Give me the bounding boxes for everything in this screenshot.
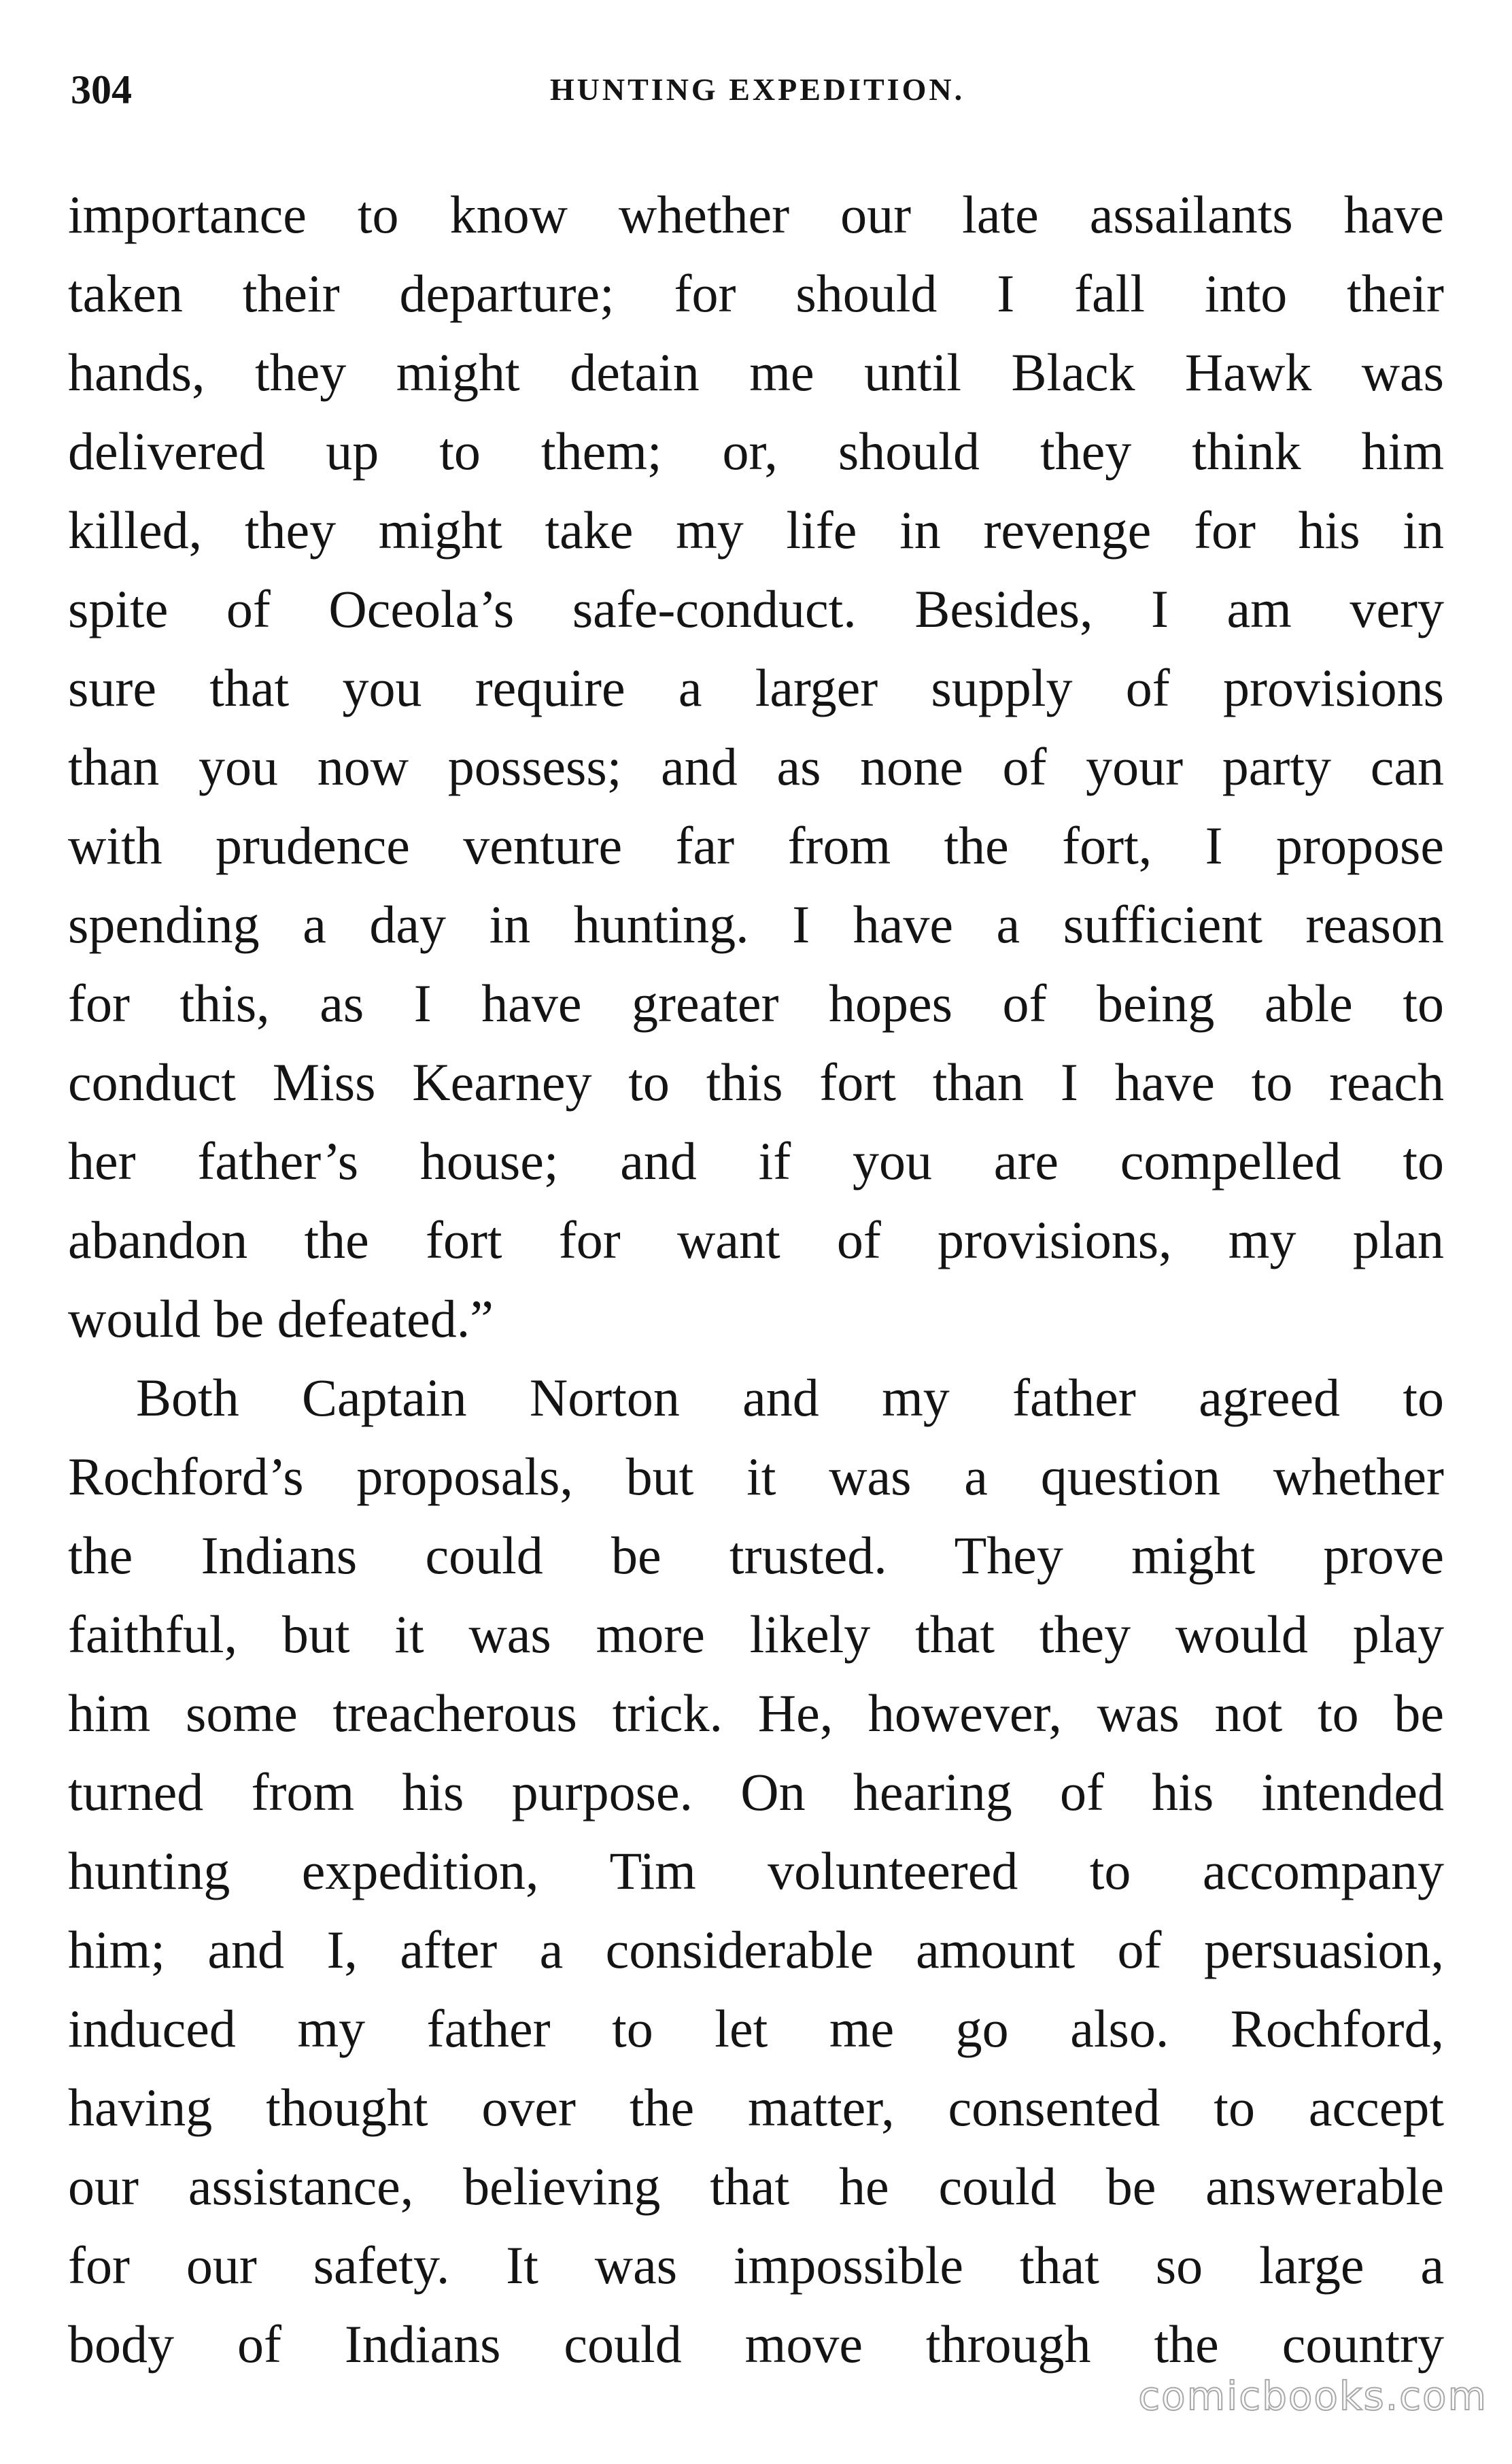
text-line: abandon the fort for want of provisions, my plan	[68, 1210, 1444, 1269]
watermark-logo: comicbooks.com	[1138, 2373, 1488, 2419]
text-line: for our safety. It was impossible that so large a	[68, 2236, 1444, 2295]
text-line: for this, as I have greater hopes of being able to	[68, 974, 1444, 1033]
text-line: with prudence venture far from the fort, I propose	[68, 816, 1444, 875]
text-line: him some treacherous trick. He, however, was not to be	[68, 1683, 1444, 1743]
page-header	[71, 63, 1444, 117]
text-line: spite of Oceola’s safe-conduct. Besides, I am very	[68, 579, 1444, 638]
text-line: turned from his purpose. On hearing of his intended	[68, 1762, 1444, 1821]
paragraph-first-line: Both Captain Norton and my father agreed to	[136, 1368, 1444, 1427]
text-line: spending a day in hunting. I have a sufficient reason	[68, 895, 1444, 954]
text-line: killed, they might take my life in revenge for his in	[68, 500, 1444, 560]
text-line: conduct Miss Kearney to this fort than I have to reach	[68, 1053, 1444, 1112]
text-line: induced my father to let me go also. Rochford,	[68, 1999, 1444, 2058]
body-text	[68, 175, 1444, 2384]
page-number: 304	[71, 67, 132, 112]
text-line: delivered up to them; or, should they think him	[68, 422, 1444, 481]
text-line: hands, they might detain me until Black Hawk was	[68, 343, 1444, 402]
text-line: than you now possess; and as none of your party can	[68, 737, 1444, 796]
text-line: him; and I, after a considerable amount of persuasion,	[68, 1920, 1444, 1979]
text-line: faithful, but it was more likely that they would play	[68, 1605, 1444, 1664]
text-line: her father’s house; and if you are compelled to	[68, 1131, 1444, 1191]
paragraph-last-line: would be defeated.”	[68, 1289, 494, 1348]
text-line: sure that you require a larger supply of provisions	[68, 658, 1444, 717]
text-line: body of Indians could move through the country	[68, 2314, 1444, 2374]
text-line: having thought over the matter, consented to accept	[68, 2078, 1444, 2137]
text-line: Rochford’s proposals, but it was a question whether	[68, 1447, 1444, 1506]
text-line: importance to know whether our late assailants have	[68, 185, 1444, 244]
text-line: the Indians could be trusted. They might prove	[68, 1526, 1444, 1585]
text-line: taken their departure; for should I fall into their	[68, 264, 1444, 323]
text-line: our assistance, believing that he could be answerable	[68, 2157, 1444, 2216]
text-line: hunting expedition, Tim volunteered to accompany	[68, 1841, 1444, 1900]
running-head: HUNTING EXPEDITION.	[549, 72, 965, 107]
